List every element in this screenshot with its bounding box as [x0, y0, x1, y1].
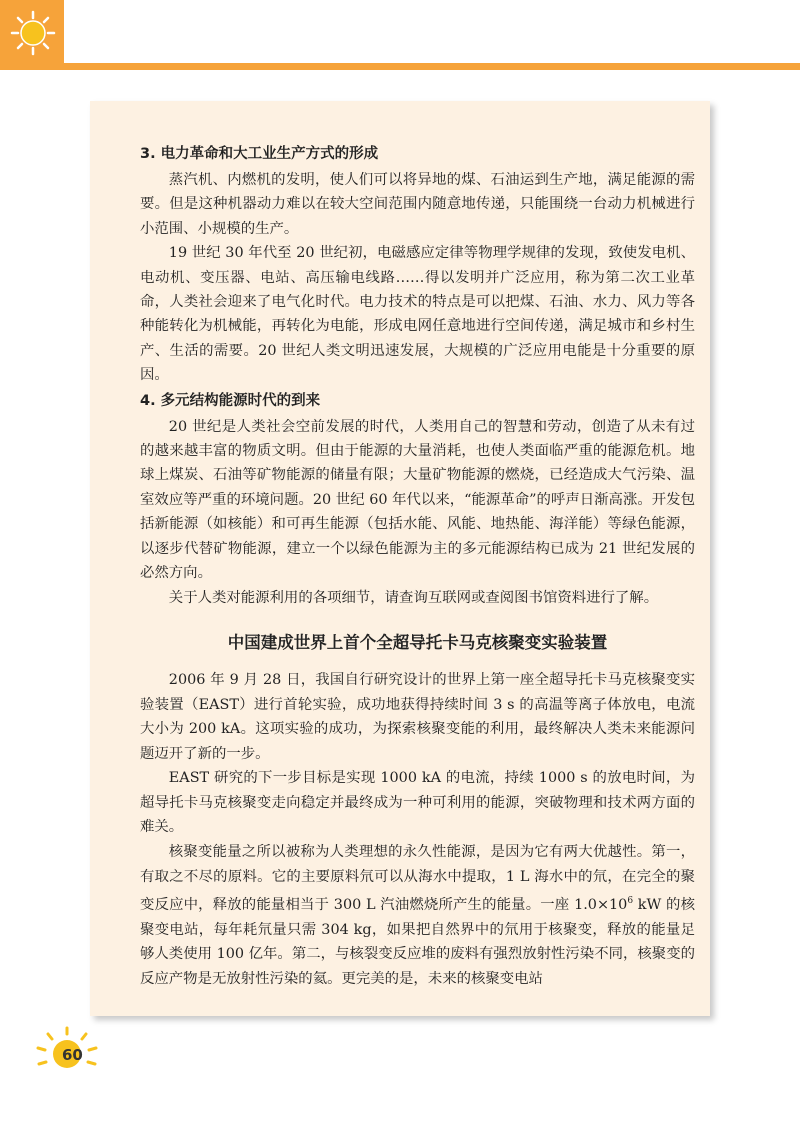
corner-decoration [0, 0, 64, 70]
text-span: kW 的核聚变电站，每年耗氘量只需 304 kg，如果把自然界中的氘用于核聚变，释放的能量足够人类使用 100 亿年。第二，与核裂变反应堆的废料有强烈放射性污染不同，核聚变的反应产物是无放射性污染的氦。更完美的是，未来的核聚变电站 [140, 897, 695, 987]
section-heading: 4. 多元结构能源时代的到来 [140, 392, 321, 409]
page-number: 60 [62, 1046, 83, 1064]
paragraph [140, 840, 695, 991]
page-content [140, 141, 695, 991]
paragraph: 2006 年 9 月 28 日，我国自行研究设计的世界上第一座全超导托卡马克核聚变实验装置（EAST）进行首轮实验，成功地获得持续时间 3 s 的高温等离子体放电，电流大小为 200 kA。这项实验的成功，为探索核聚变能的利用，最终解决人类未来能源问题迈开了新的一步。 [140, 671, 695, 762]
paragraph: 蒸汽机、内燃机的发明，使人们可以将异地的煤、石油运到生产地，满足能源的需要。但是这种机器动力难以在较大空间范围内随意地传递，只能围绕一台动力机械进行小范围、小规模的生产。 [140, 172, 695, 237]
paragraph: 关于人类对能源利用的各项细节，请查询互联网或查阅图书馆资料进行了解。 [168, 589, 659, 606]
paragraph: 19 世纪 30 年代至 20 世纪初，电磁感应定律等物理学规律的发现，致使发电机、电动机、变压器、电站、高压输电线路……得以发明并广泛应用，称为第二次工业革命，人类社会迎来了电气化时代。电力技术的特点是可以把煤、石油、水力、风力等各种能转化为机械能，再转化为电能，形成电网任意地进行空间传递，满足城市和乡村生产、生活的需要。20 世纪人类文明迅速发展，大规模的广泛应用电能是十分重要的原因。 [140, 245, 695, 384]
superscript: 6 [627, 896, 634, 907]
text-span: 核聚变能量之所以被称为人类理想的永久性能源，是因为它有两大优越性。第一，有取之不尽的原料。它的主要原料氘可以从海水中提取，1 L 海水中的氘，在完全的聚变反应中，释放的能量相当于 300 L 汽油燃烧所产生的能量。一座 1.0×10 [140, 844, 695, 914]
paragraph: 20 世纪是人类社会空前发展的时代，人类用自己的智慧和劳动，创造了从未有过的越来越丰富的物质文明。但由于能源的大量消耗，也使人类面临严重的能源危机。地球上煤炭、石油等矿物能源的储量有限；大量矿物能源的燃烧，已经造成大气污染、温室效应等严重的环境问题。20 世纪 60 年代以来，“能源革命”的呼声日渐高涨。开发包括新能源（如核能）和可再生能源（包括水能、风能、地热能、海洋能）等绿色能源，以逐步代替矿物能源，建立一个以绿色能源为主的多元能源结构已成为 21 世纪发展的必然方向。 [140, 418, 695, 582]
article-title: 中国建成世界上首个全超导托卡马克核聚变实验装置 [227, 632, 608, 652]
section-heading: 3. 电力革命和大工业生产方式的形成 [140, 146, 379, 162]
paragraph: EAST 研究的下一步目标是实现 1000 kA 的电流，持续 1000 s 的放电时间，为超导托卡马克核聚变走向稳定并最终成为一种可利用的能源，突破物理和技术两方面的难关。 [140, 770, 695, 836]
sun-icon [10, 10, 56, 56]
header-rule [64, 63, 800, 70]
